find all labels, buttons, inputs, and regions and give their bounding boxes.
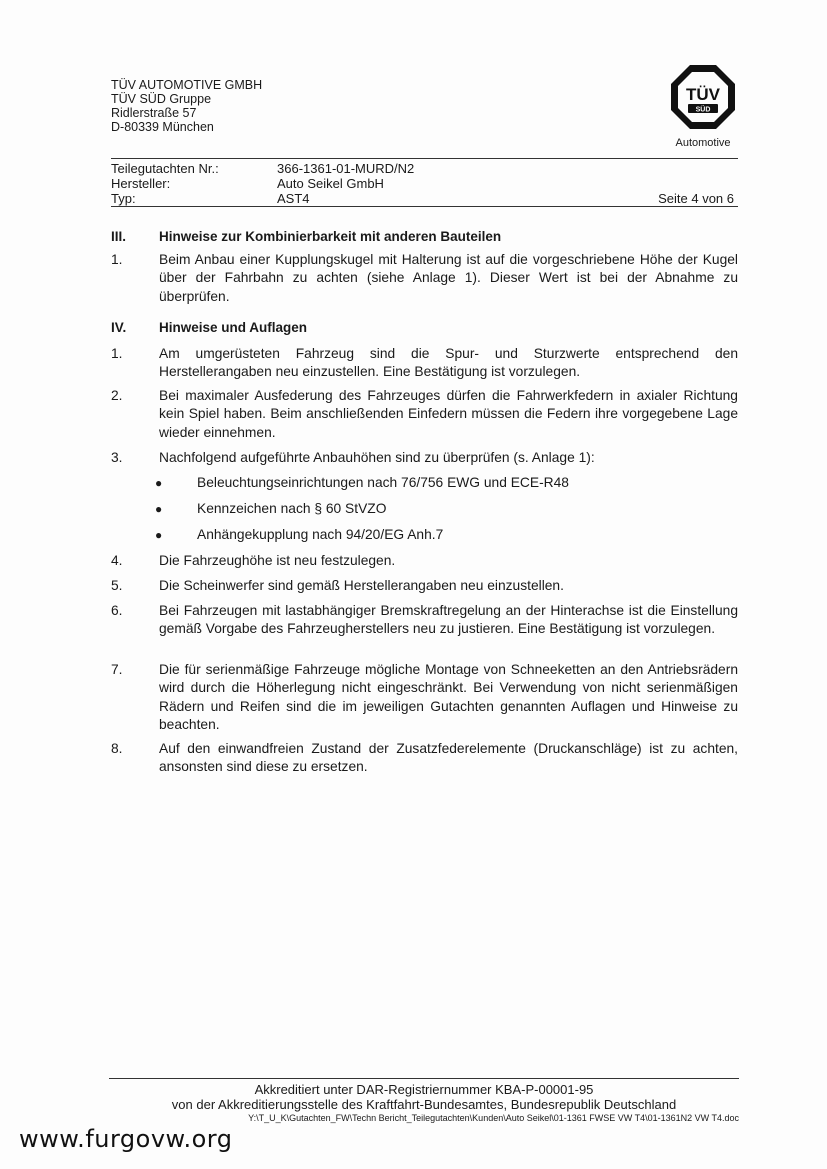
list-item — [111, 387, 738, 442]
item-text: Am umgerüsteten Fahrzeug sind die Spur- und Sturzwerte entsprechend den Herstellerangaben neu einzustellen. Eine Bestätigung ist vorzulegen. — [159, 346, 738, 380]
item-number: 7. — [111, 662, 123, 677]
manufacturer-value: Auto Seikel GmbH — [277, 176, 384, 191]
item-number: 5. — [111, 578, 123, 593]
bullet-icon: ● — [155, 528, 163, 542]
list-item — [111, 602, 738, 639]
item-text: Bei maximaler Ausfederung des Fahrzeuges dürfen die Fahrwerkfedern in axialer Richtung kein Spiel haben. Beim anschließenden Einfedern müssen die Federn ihre vorgegebene Lage wieder einnehmen. — [159, 388, 738, 440]
list-item — [111, 740, 738, 777]
list-item — [111, 449, 738, 467]
list-item — [111, 577, 738, 595]
item-text: Beim Anbau einer Kupplungskugel mit Halterung ist auf die vorgeschriebene Höhe der Kugel über der Fahrbahn zu achten (siehe Anlage 1). Dieser Wert ist bei der Abnahme zu überprüfen. — [159, 252, 738, 304]
meta-manufacturer-row — [111, 176, 734, 191]
item-text: Nachfolgend aufgeführte Anbauhöhen sind zu überprüfen (s. Anlage 1): — [159, 450, 595, 465]
logo-sub-text: SÜD — [695, 106, 711, 114]
logo-main-text: TÜV — [686, 85, 720, 104]
item-number: 1. — [111, 252, 123, 267]
item-number: 6. — [111, 603, 123, 618]
item-number: 4. — [111, 553, 123, 568]
address-line: Ridlerstraße 57 — [111, 106, 197, 120]
company-address — [111, 78, 262, 134]
type-label: Typ: — [111, 191, 136, 206]
type-value: AST4 — [277, 191, 310, 206]
bullet-text: Kennzeichen nach § 60 StVZO — [197, 501, 387, 516]
tuv-octagon-icon — [670, 64, 736, 130]
watermark: www.furgovw.org — [19, 1125, 233, 1153]
address-line: TÜV SÜD Gruppe — [111, 92, 212, 106]
logo-caption: Automotive — [675, 137, 731, 149]
footer-authority: von der Akkreditierungsstelle des Kraftfahrt-Bundesamtes, Bundesrepublik Deutschland — [171, 1097, 677, 1112]
section-number: IV. — [111, 320, 127, 335]
header-divider — [111, 158, 738, 159]
meta-report-row — [111, 161, 734, 176]
item-text: Bei Fahrzeugen mit lastabhängiger Bremskraftregelung an der Hinterachse ist die Einstellung gemäß Vorgabe des Fahrzeugherstellers neu zu justieren. Eine Bestätigung ist vorzulegen. — [159, 603, 738, 637]
section-title: Hinweise und Auflagen — [159, 320, 308, 335]
address-line: TÜV AUTOMOTIVE GMBH — [111, 78, 263, 92]
item-number: 8. — [111, 741, 123, 756]
report-label: Teilegutachten Nr.: — [111, 161, 219, 176]
item-text: Die Fahrzeughöhe ist neu festzulegen. — [159, 553, 396, 568]
list-item — [111, 552, 738, 570]
manufacturer-label: Hersteller: — [111, 176, 171, 191]
bullet-icon: ● — [155, 502, 163, 516]
section-number: III. — [111, 229, 127, 244]
page-number: Seite 4 von 6 — [658, 191, 734, 206]
list-item — [111, 345, 738, 382]
tuv-logo — [668, 64, 738, 149]
address-line: D-80339 München — [111, 120, 214, 134]
item-number: 1. — [111, 346, 123, 361]
footer-accreditation: Akkreditiert unter DAR-Registriernummer KBA-P-00001-95 — [254, 1082, 594, 1097]
bullet-text: Beleuchtungseinrichtungen nach 76/756 EWG und ECE-R48 — [197, 475, 569, 490]
section-title: Hinweise zur Kombinierbarkeit mit anderen Bauteilen — [159, 229, 502, 244]
list-item — [111, 251, 738, 306]
item-text: Auf den einwandfreien Zustand der Zusatzfederelemente (Druckanschläge) ist zu achten, ansonsten sind diese zu ersetzen. — [159, 741, 738, 775]
item-number: 3. — [111, 450, 123, 465]
item-text: Die Scheinwerfer sind gemäß Herstellerangaben neu einzustellen. — [159, 578, 564, 593]
footer-divider — [109, 1078, 739, 1079]
meta-divider — [111, 206, 738, 207]
bullet-icon: ● — [155, 476, 163, 490]
item-text: Die für serienmäßige Fahrzeuge mögliche Montage von Schneeketten an den Antriebsrädern wird durch die Höherlegung nicht eingeschränkt. Bei Verwendung von nicht serienmäßigen Rädern und Reifen sind die im jeweiligen Gutachten genannten Auflagen und Hinweise zu beachten. — [159, 662, 738, 732]
bullet-text: Anhängekupplung nach 94/20/EG Anh.7 — [197, 527, 444, 542]
file-path: Y:\T_U_K\Gutachten_FW\Techn Bericht_Teilegutachten\Kunden\Auto Seikel\01-1361 FWSE VW T4\01-1361N2 VW T4.doc — [248, 1113, 739, 1123]
item-number: 2. — [111, 388, 123, 403]
report-value: 366-1361-01-MURD/N2 — [277, 161, 415, 176]
meta-type-row — [111, 191, 734, 206]
list-item — [111, 661, 738, 734]
